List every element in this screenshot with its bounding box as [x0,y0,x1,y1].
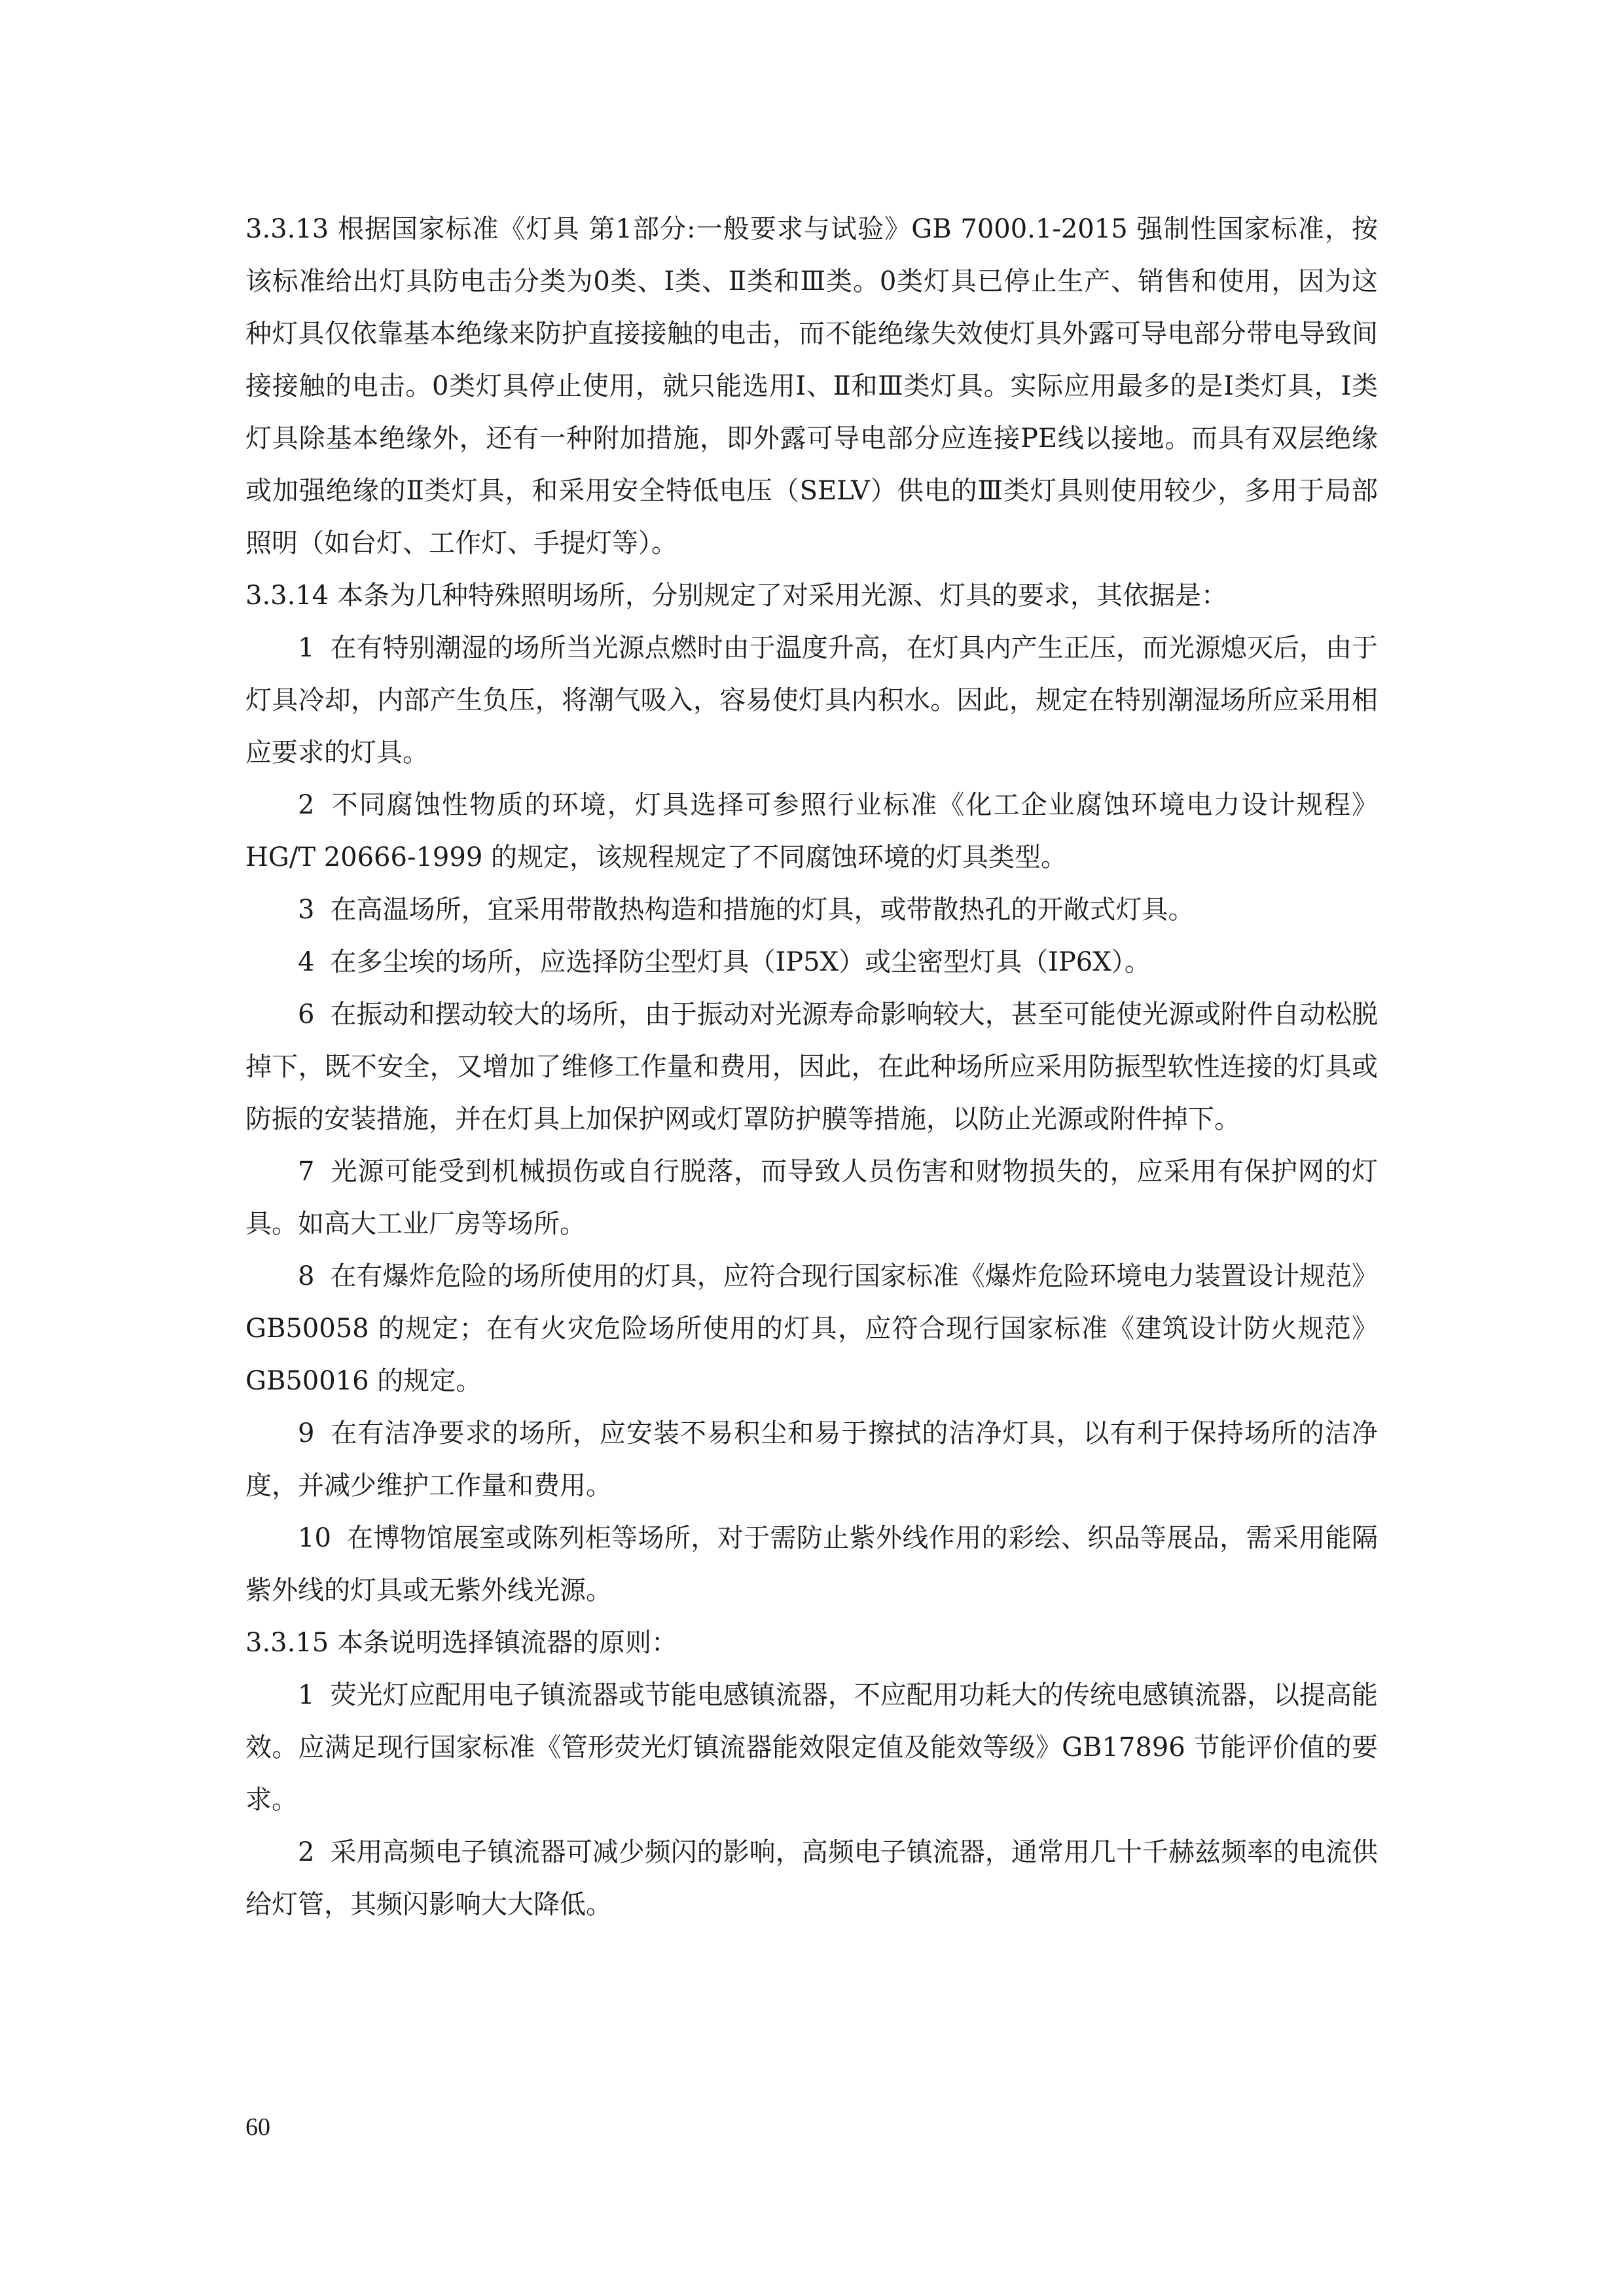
item-text: 光源可能受到机械损伤或自行脱落，而导致人员伤害和财物损失的，应采用有保护网的灯具。如高大工业厂房等场所。 [245,1157,1378,1239]
page-body [245,203,1378,1931]
list-item [245,1250,1378,1407]
list-item [245,988,1378,1145]
item-number: 6 [298,999,315,1030]
paragraph-3-3-13: 3.3.13 根据国家标准《灯具 第1部分:一般要求与试验》GB 7000.1-2015 强制性国家标准，按该标准给出灯具防电击分类为0类、Ⅰ类、Ⅱ类和Ⅲ类。0类灯具已停止生产、销售和使用，因为这种灯具仅依靠基本绝缘来防护直接接触的电击，而不能绝缘失效使灯具外露可导电部分带电导致间接接触的电击。0类灯具停止使用，就只能选用Ⅰ、Ⅱ和Ⅲ类灯具。实际应用最多的是Ⅰ类灯具，Ⅰ类灯具除基本绝缘外，还有一种附加措施，即外露可导电部分应连接PE线以接地。而具有双层绝缘或加强绝缘的Ⅱ类灯具，和采用安全特低电压（SELV）供电的Ⅲ类灯具则使用较少，多用于局部照明（如台灯、工作灯、手提灯等）。 [245,214,1378,558]
list-item [245,1145,1378,1250]
item-text: 采用高频电子镇流器可减少频闪的影响，高频电子镇流器，通常用几十千赫兹频率的电流供给灯管，其频闪影响大大降低。 [245,1837,1378,1920]
list-item [245,1407,1378,1512]
list-item [245,779,1378,884]
item-text: 在振动和摆动较大的场所，由于振动对光源寿命影响较大，甚至可能使光源或附件自动松脱掉下，既不安全，又增加了维修工作量和费用，因此，在此种场所应采用防振型软性连接的灯具或防振的安装措施，并在灯具上加保护网或灯罩防护膜等措施，以防止光源或附件掉下。 [245,999,1378,1134]
item-text: 在高温场所，宜采用带散热构造和措施的灯具，或带散热孔的开敞式灯具。 [330,895,1195,925]
list-item [245,1512,1378,1617]
item-text: 在有特别潮湿的场所当光源点燃时由于温度升高，在灯具内产生正压，而光源熄灭后，由于灯具冷却，内部产生负压，将潮气吸入，容易使灯具内积水。因此，规定在特别潮湿场所应采用相应要求的灯具。 [245,633,1378,768]
list-item [245,622,1378,779]
item-number: 1 [298,633,315,663]
item-text: 在有洁净要求的场所，应安装不易积尘和易于擦拭的洁净灯具，以有利于保持场所的洁净度，并减少维护工作量和费用。 [245,1418,1378,1501]
paragraph-3-3-15: 3.3.15 本条说明选择镇流器的原则： [245,1628,677,1658]
item-text: 不同腐蚀性物质的环境，灯具选择可参照行业标准《化工企业腐蚀环境电力设计规程》HG/T 20666-1999 的规定，该规程规定了不同腐蚀环境的灯具类型。 [245,790,1378,872]
item-number: 7 [298,1157,315,1187]
item-number: 4 [298,947,315,977]
item-number: 2 [298,1837,315,1867]
item-number: 1 [298,1680,315,1710]
item-number: 10 [298,1523,331,1553]
list-item [245,936,1378,988]
list-item [245,1669,1378,1826]
list-item [245,884,1378,936]
page-number: 60 [245,2113,270,2141]
item-text: 在多尘埃的场所，应选择防尘型灯具（IP5X）或尘密型灯具（IP6X）。 [330,947,1151,977]
item-number: 3 [298,895,315,925]
paragraph-3-3-14: 3.3.14 本条为几种特殊照明场所，分别规定了对采用光源、灯具的要求，其依据是： [245,581,1227,611]
item-text: 荧光灯应配用电子镇流器或节能电感镇流器，不应配用功耗大的传统电感镇流器，以提高能效。应满足现行国家标准《管形荧光灯镇流器能效限定值及能效等级》GB17896 节能评价值的要求。 [245,1680,1378,1815]
item-text: 在有爆炸危险的场所使用的灯具，应符合现行国家标准《爆炸危险环境电力装置设计规范》GB50058 的规定；在有火灾危险场所使用的灯具，应符合现行国家标准《建筑设计防火规范》GB50016 的规定。 [245,1261,1378,1396]
item-number: 8 [298,1261,315,1291]
item-number: 9 [298,1418,315,1448]
list-item [245,1826,1378,1931]
item-number: 2 [298,790,315,820]
item-text: 在博物馆展室或陈列柜等场所，对于需防止紫外线作用的彩绘、织品等展品，需采用能隔紫外线的灯具或无紫外线光源。 [245,1523,1378,1605]
